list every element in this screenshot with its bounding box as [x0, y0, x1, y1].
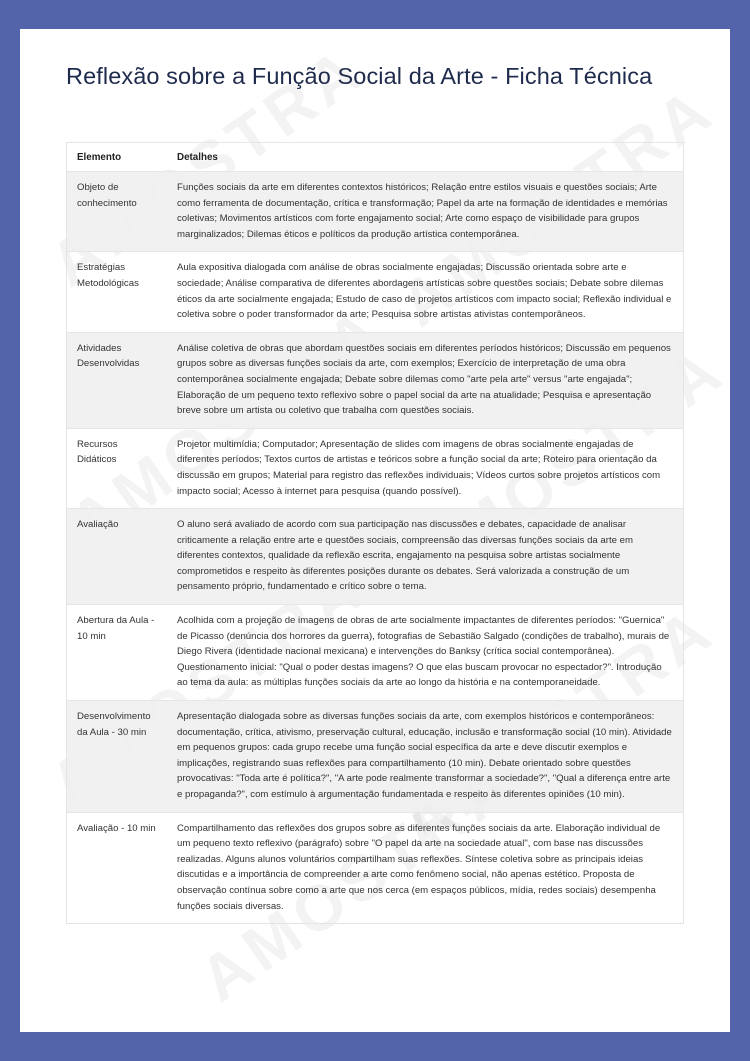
row-details: O aluno será avaliado de acordo com sua participação nas discussões e debates, capacidade de analisar criticamente a relação entre arte e questões sociais, compreensão das diversas funções sociais da arte em diferentes contextos, qualidade da reflexão escrita, engajamento na pesquisa sobre artistas socialmente comprometidos e respeito às diferentes posições durante os debates. Será valorizada a construção de um pensamento próprio, fundamentado e crítico sobre o tema.	[167, 509, 684, 605]
row-element: Desenvolvimento da Aula - 30 min	[67, 701, 168, 813]
row-details: Compartilhamento das reflexões dos grupos sobre as diferentes funções sociais da arte. Elaboração individual de um pequeno texto reflexivo (parágrafo) sobre "O papel da arte na sociedade atual", com base nas discussões realizadas. Alguns alunos voluntários compartilham suas reflexões. Síntese coletiva sobre as principais ideias discutidas e a importância de compreender a arte como fenômeno social, não apenas estético. Proposta de observação contínua sobre como a arte que nos cerca (em espaços públicos, mídia, redes sociais) desempenha funções sociais diversas.	[177, 822, 661, 912]
table-row	[67, 252, 684, 332]
row-element: Recursos Didáticos	[77, 438, 118, 466]
row-details: Apresentação dialogada sobre as diversas funções sociais da arte, com exemplos históricos e contemporâneos: documentação, crítica, ativismo, preservação cultural, educação, inclusão e transformação social (10 min). Atividade em pequenos grupos: cada grupo recebe uma função social específica da arte e deve discutir exemplos e implicações, registrando suas reflexões para compartilhamento (10 min). Debate orientado sobre questões provocativas: "Toda arte é política?", "A arte pode realmente transformar a sociedade?", "Qual a diferença entre arte e propaganda?", com estímulo à argumentação fundamentada e respeito às diferentes opiniões (10 min).	[167, 701, 684, 813]
row-details: Projetor multimídia; Computador; Apresentação de slides com imagens de obras socialmente engajadas de diferentes períodos; Textos curtos de artistas e teóricos sobre a função social da arte; Roteiro para orientação da discussão em grupos; Material para registro das reflexões individuais; Vídeos curtos sobre projetos artísticos com impacto social; Acesso à internet para pesquisa (quando possível).	[177, 438, 661, 497]
column-header-element: Elemento	[77, 151, 122, 163]
page-title: Reflexão sobre a Função Social da Arte - Ficha Técnica	[66, 63, 653, 89]
table-row	[67, 332, 684, 428]
row-element: Atividades Desenvolvidas	[67, 332, 168, 428]
row-element: Objeto de conhecimento	[67, 172, 168, 252]
row-details: Análise coletiva de obras que abordam questões sociais em diferentes períodos históricos; Discussão em pequenos grupos sobre as diversas funções sociais da arte, com exemplos; Exercício de interpretação de uma obra contemporânea socialmente engajada; Debate sobre dilemas como "arte pela arte" versus "arte engajada"; Elaboração de um pequeno texto reflexivo sobre o papel social da arte na atualidade; Pesquisa e apresentação breve sobre um artista ou coletivo que trabalha com questões sociais.	[167, 332, 684, 428]
table-row	[67, 428, 684, 508]
row-element: Avaliação	[67, 509, 168, 605]
table-header-row	[67, 143, 684, 172]
row-details: Funções sociais da arte em diferentes contextos históricos; Relação entre estilos visuais e questões sociais; Arte como ferramenta de documentação, crítica e transformação; Papel da arte na formação de identidades e memórias coletivas; Movimentos artísticos com forte engajamento social; Arte como espaço de visibilidade para grupos marginalizados; Dilemas éticos e políticos da produção artística contemporânea.	[167, 172, 684, 252]
row-element: Estratégias Metodológicas	[77, 262, 139, 289]
table-row	[67, 701, 684, 813]
row-element: Avaliação - 10 min	[77, 822, 156, 834]
document-page	[20, 29, 730, 1032]
technical-sheet-table	[66, 142, 684, 924]
row-details: Aula expositiva dialogada com análise de obras socialmente engajadas; Discussão orientada sobre arte e sociedade; Análise comparativa de diferentes abordagens artísticas sobre questões sociais; Debate sobre dilemas éticos da arte socialmente engajada; Estudo de caso de projetos artísticos com impacto social; Reflexão individual e coletiva sobre o poder transformador da arte; Pesquisa sobre artistas ativistas contemporâneos.	[177, 262, 672, 321]
column-header-details: Detalhes	[177, 151, 218, 163]
row-element: Abertura da Aula - 10 min	[77, 615, 155, 642]
table-row	[67, 172, 684, 252]
table-row	[67, 812, 684, 924]
table-row	[67, 509, 684, 605]
row-details: Acolhida com a projeção de imagens de obras de arte socialmente impactantes de diferentes períodos: "Guernica" de Picasso (denúncia dos horrores da guerra), fotografias de Sebastião Salgado (condições de trabalho), murais de Diego Rivera (identidade nacional mexicana) e intervenções do Banksy (crítica social contemporânea). Questionamento inicial: "Qual o poder destas imagens? O que elas buscam provocar no espectador?". Introdução ao tema da aula: as múltiplas funções sociais da arte ao longo da história e na contemporaneidade.	[177, 615, 670, 689]
table-row	[67, 605, 684, 701]
